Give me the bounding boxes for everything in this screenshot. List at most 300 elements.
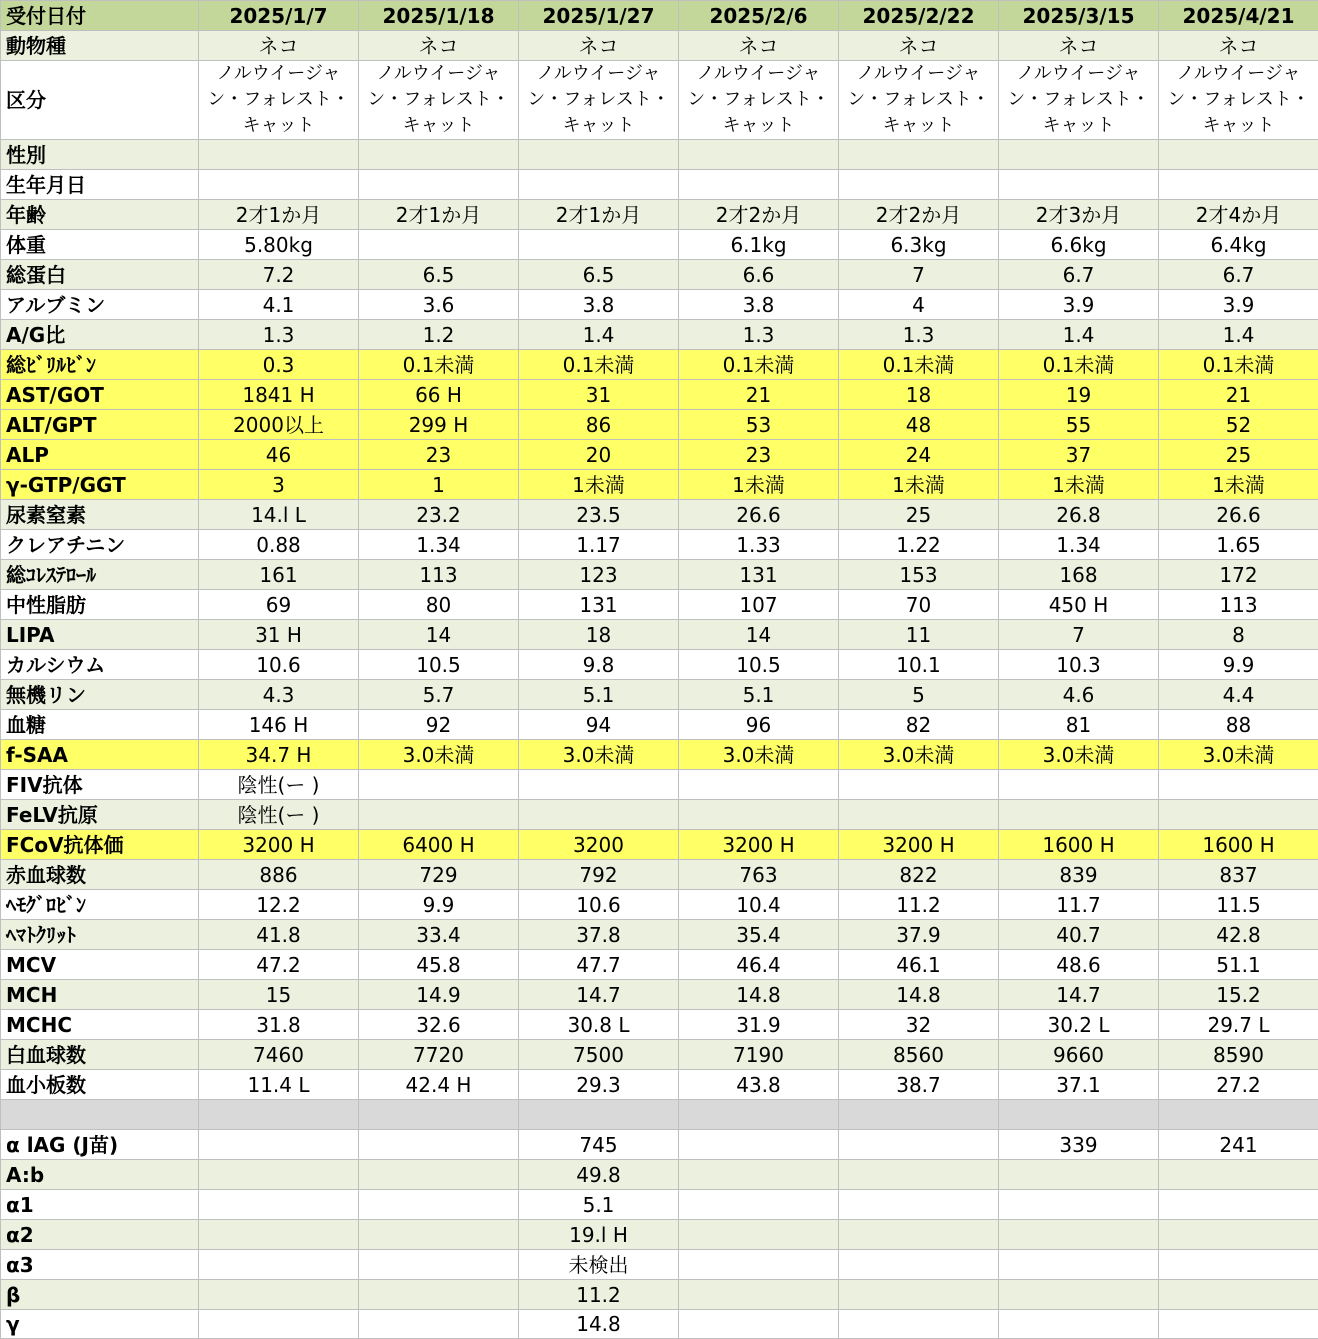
date-header-cell: 2025/2/22	[839, 1, 999, 31]
value-cell: 7460	[199, 1040, 359, 1070]
value-cell: 792	[519, 860, 679, 890]
table-row	[1, 380, 1318, 410]
row-label: MCH	[1, 980, 199, 1010]
value-cell	[679, 770, 839, 800]
value-cell: 42.4 H	[359, 1070, 519, 1100]
row-label	[1, 1100, 199, 1130]
date-header-cell: 2025/3/15	[999, 1, 1159, 31]
value-cell: 1.3	[679, 320, 839, 350]
header-label-cell: 受付日付	[1, 1, 199, 31]
value-cell: ネコ	[1159, 31, 1318, 61]
table-row	[1, 980, 1318, 1010]
value-cell	[679, 140, 839, 170]
value-cell	[1159, 1100, 1318, 1130]
row-label: 動物種	[1, 31, 199, 61]
table-row	[1, 830, 1318, 860]
value-cell: 1未満	[679, 470, 839, 500]
value-cell: 19	[999, 380, 1159, 410]
value-cell: 3.8	[679, 290, 839, 320]
value-cell: 3.0未満	[679, 740, 839, 770]
value-cell	[359, 1100, 519, 1130]
value-cell: 6400 H	[359, 830, 519, 860]
value-cell	[999, 770, 1159, 800]
value-cell: 729	[359, 860, 519, 890]
value-cell	[999, 1220, 1159, 1250]
row-label: 白血球数	[1, 1040, 199, 1070]
value-cell: 172	[1159, 560, 1318, 590]
value-cell: 107	[679, 590, 839, 620]
value-cell: 47.7	[519, 950, 679, 980]
value-cell: 7500	[519, 1040, 679, 1070]
table-row	[1, 1250, 1318, 1280]
row-label: 尿素窒素	[1, 500, 199, 530]
value-cell: 1.65	[1159, 530, 1318, 560]
row-label: 総ﾋﾞﾘﾙﾋﾞﾝ	[1, 350, 199, 380]
value-cell: ネコ	[999, 31, 1159, 61]
value-cell: 46.4	[679, 950, 839, 980]
value-cell	[199, 1280, 359, 1310]
value-cell: 299 H	[359, 410, 519, 440]
value-cell: 3.9	[999, 290, 1159, 320]
value-cell: 96	[679, 710, 839, 740]
value-cell	[679, 170, 839, 200]
value-cell	[679, 1100, 839, 1130]
value-cell: 14.8	[679, 980, 839, 1010]
value-cell: 8560	[839, 1040, 999, 1070]
value-cell: 27.2	[1159, 1070, 1318, 1100]
value-cell: 25	[1159, 440, 1318, 470]
value-cell: ノルウイージャン・フォレスト・キャット	[679, 61, 839, 140]
value-cell	[199, 1310, 359, 1339]
value-cell: 4.4	[1159, 680, 1318, 710]
value-cell: ネコ	[199, 31, 359, 61]
value-cell	[999, 800, 1159, 830]
value-cell: 1未満	[999, 470, 1159, 500]
value-cell: 1600 H	[999, 830, 1159, 860]
value-cell: 6.4kg	[1159, 230, 1318, 260]
row-label: 赤血球数	[1, 860, 199, 890]
value-cell: 52	[1159, 410, 1318, 440]
value-cell: 34.7 H	[199, 740, 359, 770]
value-cell: 1.4	[999, 320, 1159, 350]
value-cell: 9660	[999, 1040, 1159, 1070]
value-cell: 123	[519, 560, 679, 590]
value-cell: 168	[999, 560, 1159, 590]
value-cell: 0.1未満	[839, 350, 999, 380]
value-cell: 745	[519, 1130, 679, 1160]
value-cell: ネコ	[359, 31, 519, 61]
value-cell	[999, 140, 1159, 170]
table-row	[1, 1010, 1318, 1040]
row-label: 中性脂肪	[1, 590, 199, 620]
value-cell: 11.2	[839, 890, 999, 920]
value-cell: 0.3	[199, 350, 359, 380]
value-cell: 2才4か月	[1159, 200, 1318, 230]
value-cell: 113	[359, 560, 519, 590]
value-cell: 6.5	[519, 260, 679, 290]
table-row	[1, 140, 1318, 170]
value-cell: 15	[199, 980, 359, 1010]
value-cell: 8590	[1159, 1040, 1318, 1070]
value-cell: 11.2	[519, 1280, 679, 1310]
value-cell: 3200 H	[199, 830, 359, 860]
value-cell: 45.8	[359, 950, 519, 980]
value-cell: 3.0未満	[519, 740, 679, 770]
value-cell: 1未満	[839, 470, 999, 500]
value-cell: 113	[1159, 590, 1318, 620]
value-cell: 7190	[679, 1040, 839, 1070]
value-cell	[359, 1160, 519, 1190]
table-row	[1, 1130, 1318, 1160]
value-cell: 37.8	[519, 920, 679, 950]
value-cell: 0.1未満	[999, 350, 1159, 380]
value-cell: 1841 H	[199, 380, 359, 410]
value-cell	[519, 170, 679, 200]
value-cell: 29.7 L	[1159, 1010, 1318, 1040]
value-cell: 82	[839, 710, 999, 740]
value-cell: 10.5	[679, 650, 839, 680]
value-cell: 3200 H	[679, 830, 839, 860]
value-cell: 31.8	[199, 1010, 359, 1040]
table-row	[1, 650, 1318, 680]
value-cell: 3.6	[359, 290, 519, 320]
value-cell: 0.88	[199, 530, 359, 560]
value-cell: 14.7	[519, 980, 679, 1010]
value-cell	[679, 1280, 839, 1310]
value-cell: ノルウイージャン・フォレスト・キャット	[519, 61, 679, 140]
value-cell: 11.4 L	[199, 1070, 359, 1100]
table-row	[1, 710, 1318, 740]
value-cell: 10.6	[519, 890, 679, 920]
value-cell: 11.7	[999, 890, 1159, 920]
value-cell: 14	[679, 620, 839, 650]
value-cell	[199, 1130, 359, 1160]
value-cell: 35.4	[679, 920, 839, 950]
value-cell: 25	[839, 500, 999, 530]
value-cell: 47.2	[199, 950, 359, 980]
row-label: 性別	[1, 140, 199, 170]
value-cell: 37.1	[999, 1070, 1159, 1100]
value-cell: 1.34	[359, 530, 519, 560]
value-cell: 5.1	[519, 1190, 679, 1220]
value-cell	[519, 230, 679, 260]
row-label: カルシウム	[1, 650, 199, 680]
table-row	[1, 290, 1318, 320]
table-row	[1, 800, 1318, 830]
table-row	[1, 410, 1318, 440]
value-cell: 153	[839, 560, 999, 590]
value-cell	[1159, 1220, 1318, 1250]
value-cell	[519, 770, 679, 800]
value-cell: 2000以上	[199, 410, 359, 440]
row-label: 血糖	[1, 710, 199, 740]
value-cell: 763	[679, 860, 839, 890]
row-label: γ	[1, 1310, 199, 1339]
date-header-cell: 2025/1/7	[199, 1, 359, 31]
value-cell	[679, 1160, 839, 1190]
value-cell: 0.1未満	[679, 350, 839, 380]
value-cell	[999, 1310, 1159, 1339]
value-cell	[1159, 1280, 1318, 1310]
value-cell: 81	[999, 710, 1159, 740]
date-header-cell: 2025/1/27	[519, 1, 679, 31]
table-row	[1, 740, 1318, 770]
date-header-cell: 2025/1/18	[359, 1, 519, 31]
row-label: A:b	[1, 1160, 199, 1190]
value-cell: 2才1か月	[359, 200, 519, 230]
value-cell: 5	[839, 680, 999, 710]
row-label: ALT/GPT	[1, 410, 199, 440]
value-cell: 19.l H	[519, 1220, 679, 1250]
value-cell: 86	[519, 410, 679, 440]
value-cell	[359, 1310, 519, 1339]
value-cell	[1159, 800, 1318, 830]
value-cell: 20	[519, 440, 679, 470]
table-row	[1, 1100, 1318, 1130]
value-cell: 0.1未満	[359, 350, 519, 380]
row-label: クレアチニン	[1, 530, 199, 560]
value-cell: 15.2	[1159, 980, 1318, 1010]
value-cell	[679, 1310, 839, 1339]
value-cell: 3.0未満	[999, 740, 1159, 770]
row-label: AST/GOT	[1, 380, 199, 410]
value-cell: 1	[359, 470, 519, 500]
value-cell: 33.4	[359, 920, 519, 950]
value-cell: 2才1か月	[199, 200, 359, 230]
value-cell: 3.9	[1159, 290, 1318, 320]
value-cell: 94	[519, 710, 679, 740]
value-cell: ノルウイージャン・フォレスト・キャット	[199, 61, 359, 140]
value-cell: 26.8	[999, 500, 1159, 530]
value-cell: 31	[519, 380, 679, 410]
value-cell: 11.5	[1159, 890, 1318, 920]
table-row	[1, 860, 1318, 890]
value-cell: 69	[199, 590, 359, 620]
value-cell	[999, 1250, 1159, 1280]
table-row	[1, 470, 1318, 500]
row-label: アルブミン	[1, 290, 199, 320]
row-label: FCoV抗体価	[1, 830, 199, 860]
value-cell: 2才3か月	[999, 200, 1159, 230]
value-cell: 1未満	[519, 470, 679, 500]
date-header-cell: 2025/2/6	[679, 1, 839, 31]
value-cell: 23	[679, 440, 839, 470]
header-row	[1, 1, 1318, 31]
value-cell	[199, 1160, 359, 1190]
value-cell: 3.0未満	[359, 740, 519, 770]
value-cell: ノルウイージャン・フォレスト・キャット	[1159, 61, 1318, 140]
row-label: 無機リン	[1, 680, 199, 710]
row-label: FeLV抗原	[1, 800, 199, 830]
value-cell: 40.7	[999, 920, 1159, 950]
value-cell	[1159, 1310, 1318, 1339]
value-cell: 49.8	[519, 1160, 679, 1190]
value-cell: 10.6	[199, 650, 359, 680]
value-cell: 5.80kg	[199, 230, 359, 260]
value-cell: 4.3	[199, 680, 359, 710]
value-cell: 41.8	[199, 920, 359, 950]
value-cell: 48.6	[999, 950, 1159, 980]
value-cell: 46.1	[839, 950, 999, 980]
value-cell: 6.7	[999, 260, 1159, 290]
value-cell	[1159, 140, 1318, 170]
value-cell: 1.2	[359, 320, 519, 350]
value-cell	[839, 1100, 999, 1130]
value-cell: 1.22	[839, 530, 999, 560]
value-cell: 14	[359, 620, 519, 650]
value-cell	[359, 170, 519, 200]
table-row	[1, 350, 1318, 380]
value-cell: 1600 H	[1159, 830, 1318, 860]
value-cell: 14.7	[999, 980, 1159, 1010]
value-cell: 450 H	[999, 590, 1159, 620]
table-row	[1, 1040, 1318, 1070]
value-cell	[839, 1220, 999, 1250]
value-cell: 32	[839, 1010, 999, 1040]
table-row	[1, 620, 1318, 650]
value-cell	[359, 230, 519, 260]
row-label: α3	[1, 1250, 199, 1280]
table-row	[1, 530, 1318, 560]
value-cell: 2才2か月	[679, 200, 839, 230]
value-cell	[519, 800, 679, 830]
value-cell: 53	[679, 410, 839, 440]
value-cell	[839, 1250, 999, 1280]
value-cell: 241	[1159, 1130, 1318, 1160]
row-label: γ-GTP/GGT	[1, 470, 199, 500]
value-cell: 6.5	[359, 260, 519, 290]
table-row	[1, 590, 1318, 620]
value-cell: 46	[199, 440, 359, 470]
value-cell	[999, 1190, 1159, 1220]
table-row	[1, 1310, 1318, 1339]
row-label: 生年月日	[1, 170, 199, 200]
value-cell: 26.6	[1159, 500, 1318, 530]
value-cell: 0.1未満	[519, 350, 679, 380]
value-cell: 4	[839, 290, 999, 320]
value-cell: 43.8	[679, 1070, 839, 1100]
table-row	[1, 320, 1318, 350]
value-cell	[359, 140, 519, 170]
table-row	[1, 170, 1318, 200]
value-cell: 1.3	[199, 320, 359, 350]
value-cell: ノルウイージャン・フォレスト・キャット	[839, 61, 999, 140]
value-cell	[199, 1250, 359, 1280]
value-cell: 339	[999, 1130, 1159, 1160]
value-cell: 31.9	[679, 1010, 839, 1040]
value-cell: 3.0未満	[839, 740, 999, 770]
value-cell: 1.4	[1159, 320, 1318, 350]
value-cell	[199, 170, 359, 200]
value-cell: 6.6kg	[999, 230, 1159, 260]
value-cell: 29.3	[519, 1070, 679, 1100]
table-row	[1, 680, 1318, 710]
row-label: ﾍﾏﾄｸﾘｯﾄ	[1, 920, 199, 950]
value-cell: 80	[359, 590, 519, 620]
value-cell: 陰性(ー )	[199, 770, 359, 800]
value-cell: 30.8 L	[519, 1010, 679, 1040]
value-cell: 6.6	[679, 260, 839, 290]
value-cell: 51.1	[1159, 950, 1318, 980]
value-cell: 3200 H	[839, 830, 999, 860]
value-cell	[839, 770, 999, 800]
value-cell	[839, 1310, 999, 1339]
value-cell	[839, 140, 999, 170]
value-cell: 5.1	[679, 680, 839, 710]
table-row	[1, 1070, 1318, 1100]
value-cell	[839, 1160, 999, 1190]
value-cell	[199, 140, 359, 170]
value-cell: 21	[679, 380, 839, 410]
row-label: MCHC	[1, 1010, 199, 1040]
value-cell	[839, 1130, 999, 1160]
value-cell: 1.33	[679, 530, 839, 560]
table-row	[1, 260, 1318, 290]
value-cell: 1.3	[839, 320, 999, 350]
table-row	[1, 440, 1318, 470]
value-cell	[359, 1130, 519, 1160]
table-row	[1, 31, 1318, 61]
row-label: β	[1, 1280, 199, 1310]
value-cell: 6.3kg	[839, 230, 999, 260]
value-cell	[1159, 1250, 1318, 1280]
value-cell	[839, 170, 999, 200]
value-cell: 2才1か月	[519, 200, 679, 230]
table-row	[1, 1160, 1318, 1190]
value-cell	[359, 1280, 519, 1310]
value-cell: 9.9	[359, 890, 519, 920]
value-cell	[519, 140, 679, 170]
value-cell: 3.8	[519, 290, 679, 320]
value-cell: 1未満	[1159, 470, 1318, 500]
value-cell	[1159, 770, 1318, 800]
value-cell: 4.6	[999, 680, 1159, 710]
value-cell: 23	[359, 440, 519, 470]
value-cell: 42.8	[1159, 920, 1318, 950]
table-row	[1, 1220, 1318, 1250]
value-cell: ネコ	[839, 31, 999, 61]
value-cell	[679, 800, 839, 830]
value-cell	[519, 1100, 679, 1130]
row-label: α1	[1, 1190, 199, 1220]
value-cell	[199, 1190, 359, 1220]
table-row	[1, 1280, 1318, 1310]
table-row	[1, 920, 1318, 950]
value-cell: 38.7	[839, 1070, 999, 1100]
table-row	[1, 500, 1318, 530]
value-cell: 0.1未満	[1159, 350, 1318, 380]
value-cell: 10.3	[999, 650, 1159, 680]
table-row	[1, 1190, 1318, 1220]
value-cell	[1159, 1190, 1318, 1220]
value-cell: 14.9	[359, 980, 519, 1010]
value-cell: 8	[1159, 620, 1318, 650]
value-cell: 14.l L	[199, 500, 359, 530]
value-cell: 6.7	[1159, 260, 1318, 290]
value-cell: 陰性(ー )	[199, 800, 359, 830]
value-cell	[359, 1220, 519, 1250]
value-cell	[1159, 1160, 1318, 1190]
row-label: α lAG (J苗)	[1, 1130, 199, 1160]
table-row	[1, 950, 1318, 980]
value-cell	[679, 1130, 839, 1160]
value-cell: 32.6	[359, 1010, 519, 1040]
value-cell: 1.17	[519, 530, 679, 560]
row-label: 総蛋白	[1, 260, 199, 290]
value-cell	[999, 1100, 1159, 1130]
value-cell: 66 H	[359, 380, 519, 410]
table-row	[1, 200, 1318, 230]
